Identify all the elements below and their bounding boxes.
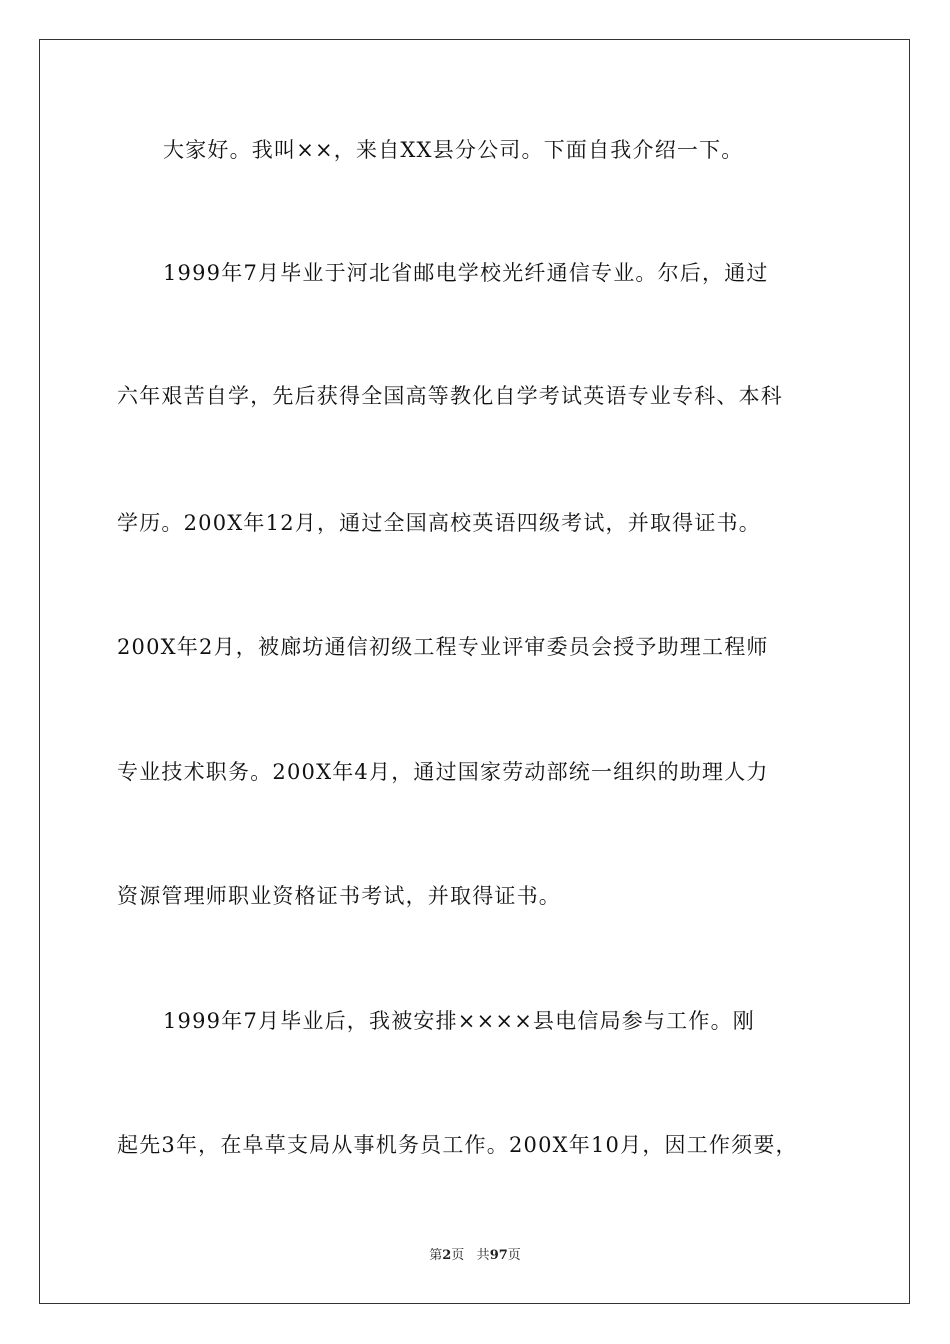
total-prefix: 共 [476,1248,490,1263]
total-pages: 97 [489,1248,508,1263]
text-line-6: 专业技术职务。200X年4月，通过国家劳动部统一组织的助理人力 [117,760,769,784]
text-line-9: 起先3年，在阜草支局从事机务员工作。200X年10月，因工作须要， [117,1133,798,1157]
text-line-4: 学历。200X年12月，通过全国高校英语四级考试，并取得证书。 [117,511,761,535]
text-line-1: 大家好。我叫××，来自XX县分公司。下面自我介绍一下。 [163,138,744,162]
page-frame [39,39,910,1304]
total-suffix: 页 [507,1248,521,1263]
text-line-8: 1999年7月毕业后，我被安排××××县电信局参与工作。刚 [163,1009,755,1033]
text-line-7: 资源管理师职业资格证书考试，并取得证书。 [117,884,561,908]
text-line-2: 1999年7月毕业于河北省邮电学校光纤通信专业。尔后，通过 [163,261,769,285]
page-number: 2 [442,1248,452,1263]
page-suffix: 页 [451,1248,465,1263]
text-line-5: 200X年2月，被廊坊通信初级工程专业评审委员会授予助理工程师 [117,635,769,659]
text-line-3: 六年艰苦自学，先后获得全国高等教化自学考试英语专业专科、本科 [117,384,783,408]
page-footer [0,1247,950,1265]
page-prefix: 第 [429,1248,443,1263]
